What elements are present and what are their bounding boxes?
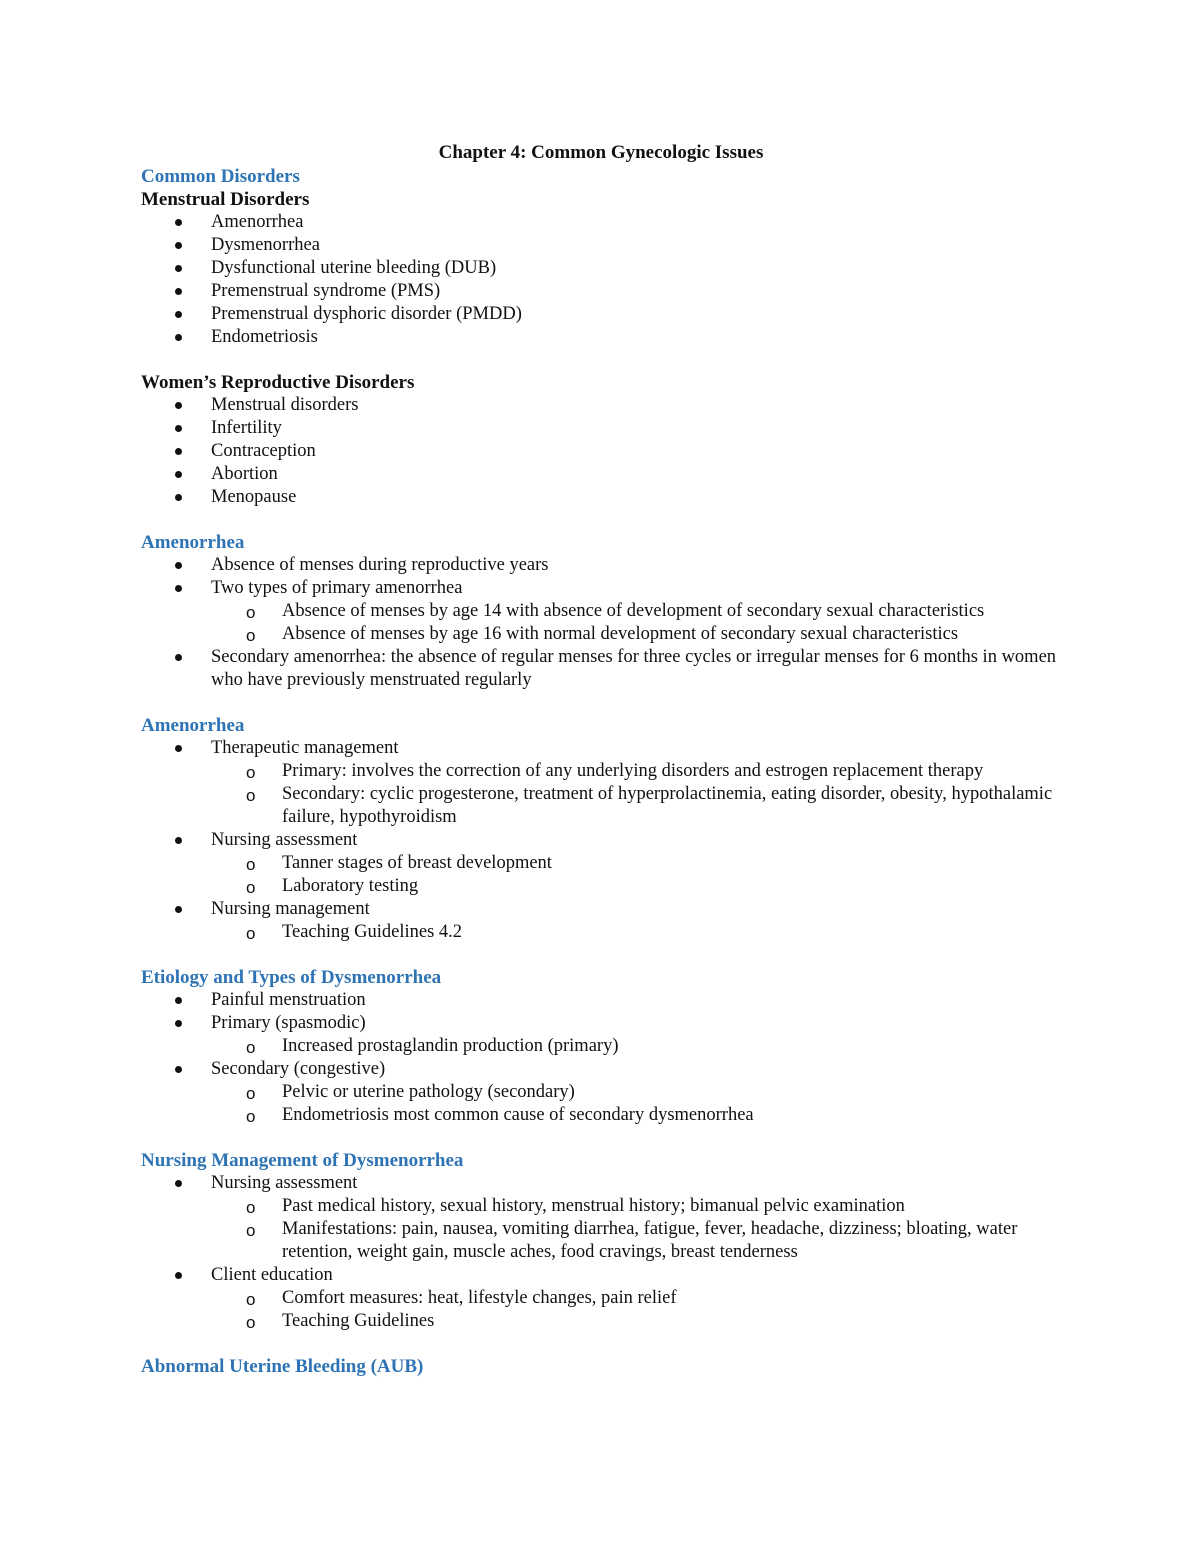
list-item: Secondary (congestive) [141,1058,1061,1081]
dysmenorrhea-nursing-list [141,1172,1061,1333]
sub-list-item: o Past medical history, sexual history, menstrual history; bimanual pelvic examination [141,1195,1061,1218]
sub-list-item: o Primary: involves the correction of any underlying disorders and estrogen replacement therapy [141,760,1061,783]
list-item: Nursing assessment [141,829,1061,852]
list-item: Painful menstruation [141,989,1061,1012]
list-item: Contraception [141,440,1061,463]
reproductive-disorders-list [141,394,1061,509]
sub-list-item: o Secondary: cyclic progesterone, treatment of hyperprolactinemia, eating disorder, obesity, hypothalamic failure, hypothyroidism [141,783,1061,829]
heading-dysmenorrhea-nursing: Nursing Management of Dysmenorrhea [141,1150,464,1171]
sub-list-item: o Absence of menses by age 14 with absence of development of secondary sexual characteristics [141,600,1061,623]
list-item: Infertility [141,417,1061,440]
document-body [141,141,1061,1378]
dysmenorrhea-etiology-list [141,989,1061,1127]
list-item: Client education [141,1264,1061,1287]
list-item: Nursing management [141,898,1061,921]
list-item: Therapeutic management [141,737,1061,760]
list-item: Endometriosis [141,326,1061,349]
heading-aub: Abnormal Uterine Bleeding (AUB) [141,1356,424,1377]
heading-common-disorders: Common Disorders [141,166,300,187]
sub-list-item: o Tanner stages of breast development [141,852,1061,875]
heading-menstrual-disorders: Menstrual Disorders [141,189,310,210]
heading-dysmenorrhea-etiology: Etiology and Types of Dysmenorrhea [141,967,442,988]
list-item: Primary (spasmodic) [141,1012,1061,1035]
heading-amenorrhea-1: Amenorrhea [141,532,245,553]
sub-list-item: o Teaching Guidelines [141,1310,1061,1333]
document-title: Chapter 4: Common Gynecologic Issues [438,142,764,163]
sub-list-item: o Absence of menses by age 16 with normal development of secondary sexual characteristics [141,623,1061,646]
list-item: Abortion [141,463,1061,486]
sub-list-item: o Comfort measures: heat, lifestyle changes, pain relief [141,1287,1061,1310]
heading-reproductive-disorders: Women’s Reproductive Disorders [141,372,415,393]
list-item: Premenstrual dysphoric disorder (PMDD) [141,303,1061,326]
list-item: Two types of primary amenorrhea [141,577,1061,600]
sub-list-item: o Teaching Guidelines 4.2 [141,921,1061,944]
list-item: Premenstrual syndrome (PMS) [141,280,1061,303]
list-item: Dysfunctional uterine bleeding (DUB) [141,257,1061,280]
sub-list-item: o Pelvic or uterine pathology (secondary) [141,1081,1061,1104]
list-item: Nursing assessment [141,1172,1061,1195]
sub-list-item: o Laboratory testing [141,875,1061,898]
list-item: Menopause [141,486,1061,509]
list-item: Menstrual disorders [141,394,1061,417]
menstrual-disorders-list [141,211,1061,349]
list-item: Secondary amenorrhea: the absence of regular menses for three cycles or irregular menses for 6 months in women who have previously menstruated regularly [141,646,1061,692]
sub-list-item: o Endometriosis most common cause of secondary dysmenorrhea [141,1104,1061,1127]
list-item: Dysmenorrhea [141,234,1061,257]
list-item: Absence of menses during reproductive years [141,554,1061,577]
amenorrhea-definition-list [141,554,1061,692]
list-item: Amenorrhea [141,211,1061,234]
amenorrhea-management-list [141,737,1061,944]
sub-list-item: o Manifestations: pain, nausea, vomiting diarrhea, fatigue, fever, headache, dizziness; bloating, water retention, weight gain, muscle aches, food cravings, breast tenderness [141,1218,1061,1264]
sub-list-item: o Increased prostaglandin production (primary) [141,1035,1061,1058]
heading-amenorrhea-2: Amenorrhea [141,715,245,736]
